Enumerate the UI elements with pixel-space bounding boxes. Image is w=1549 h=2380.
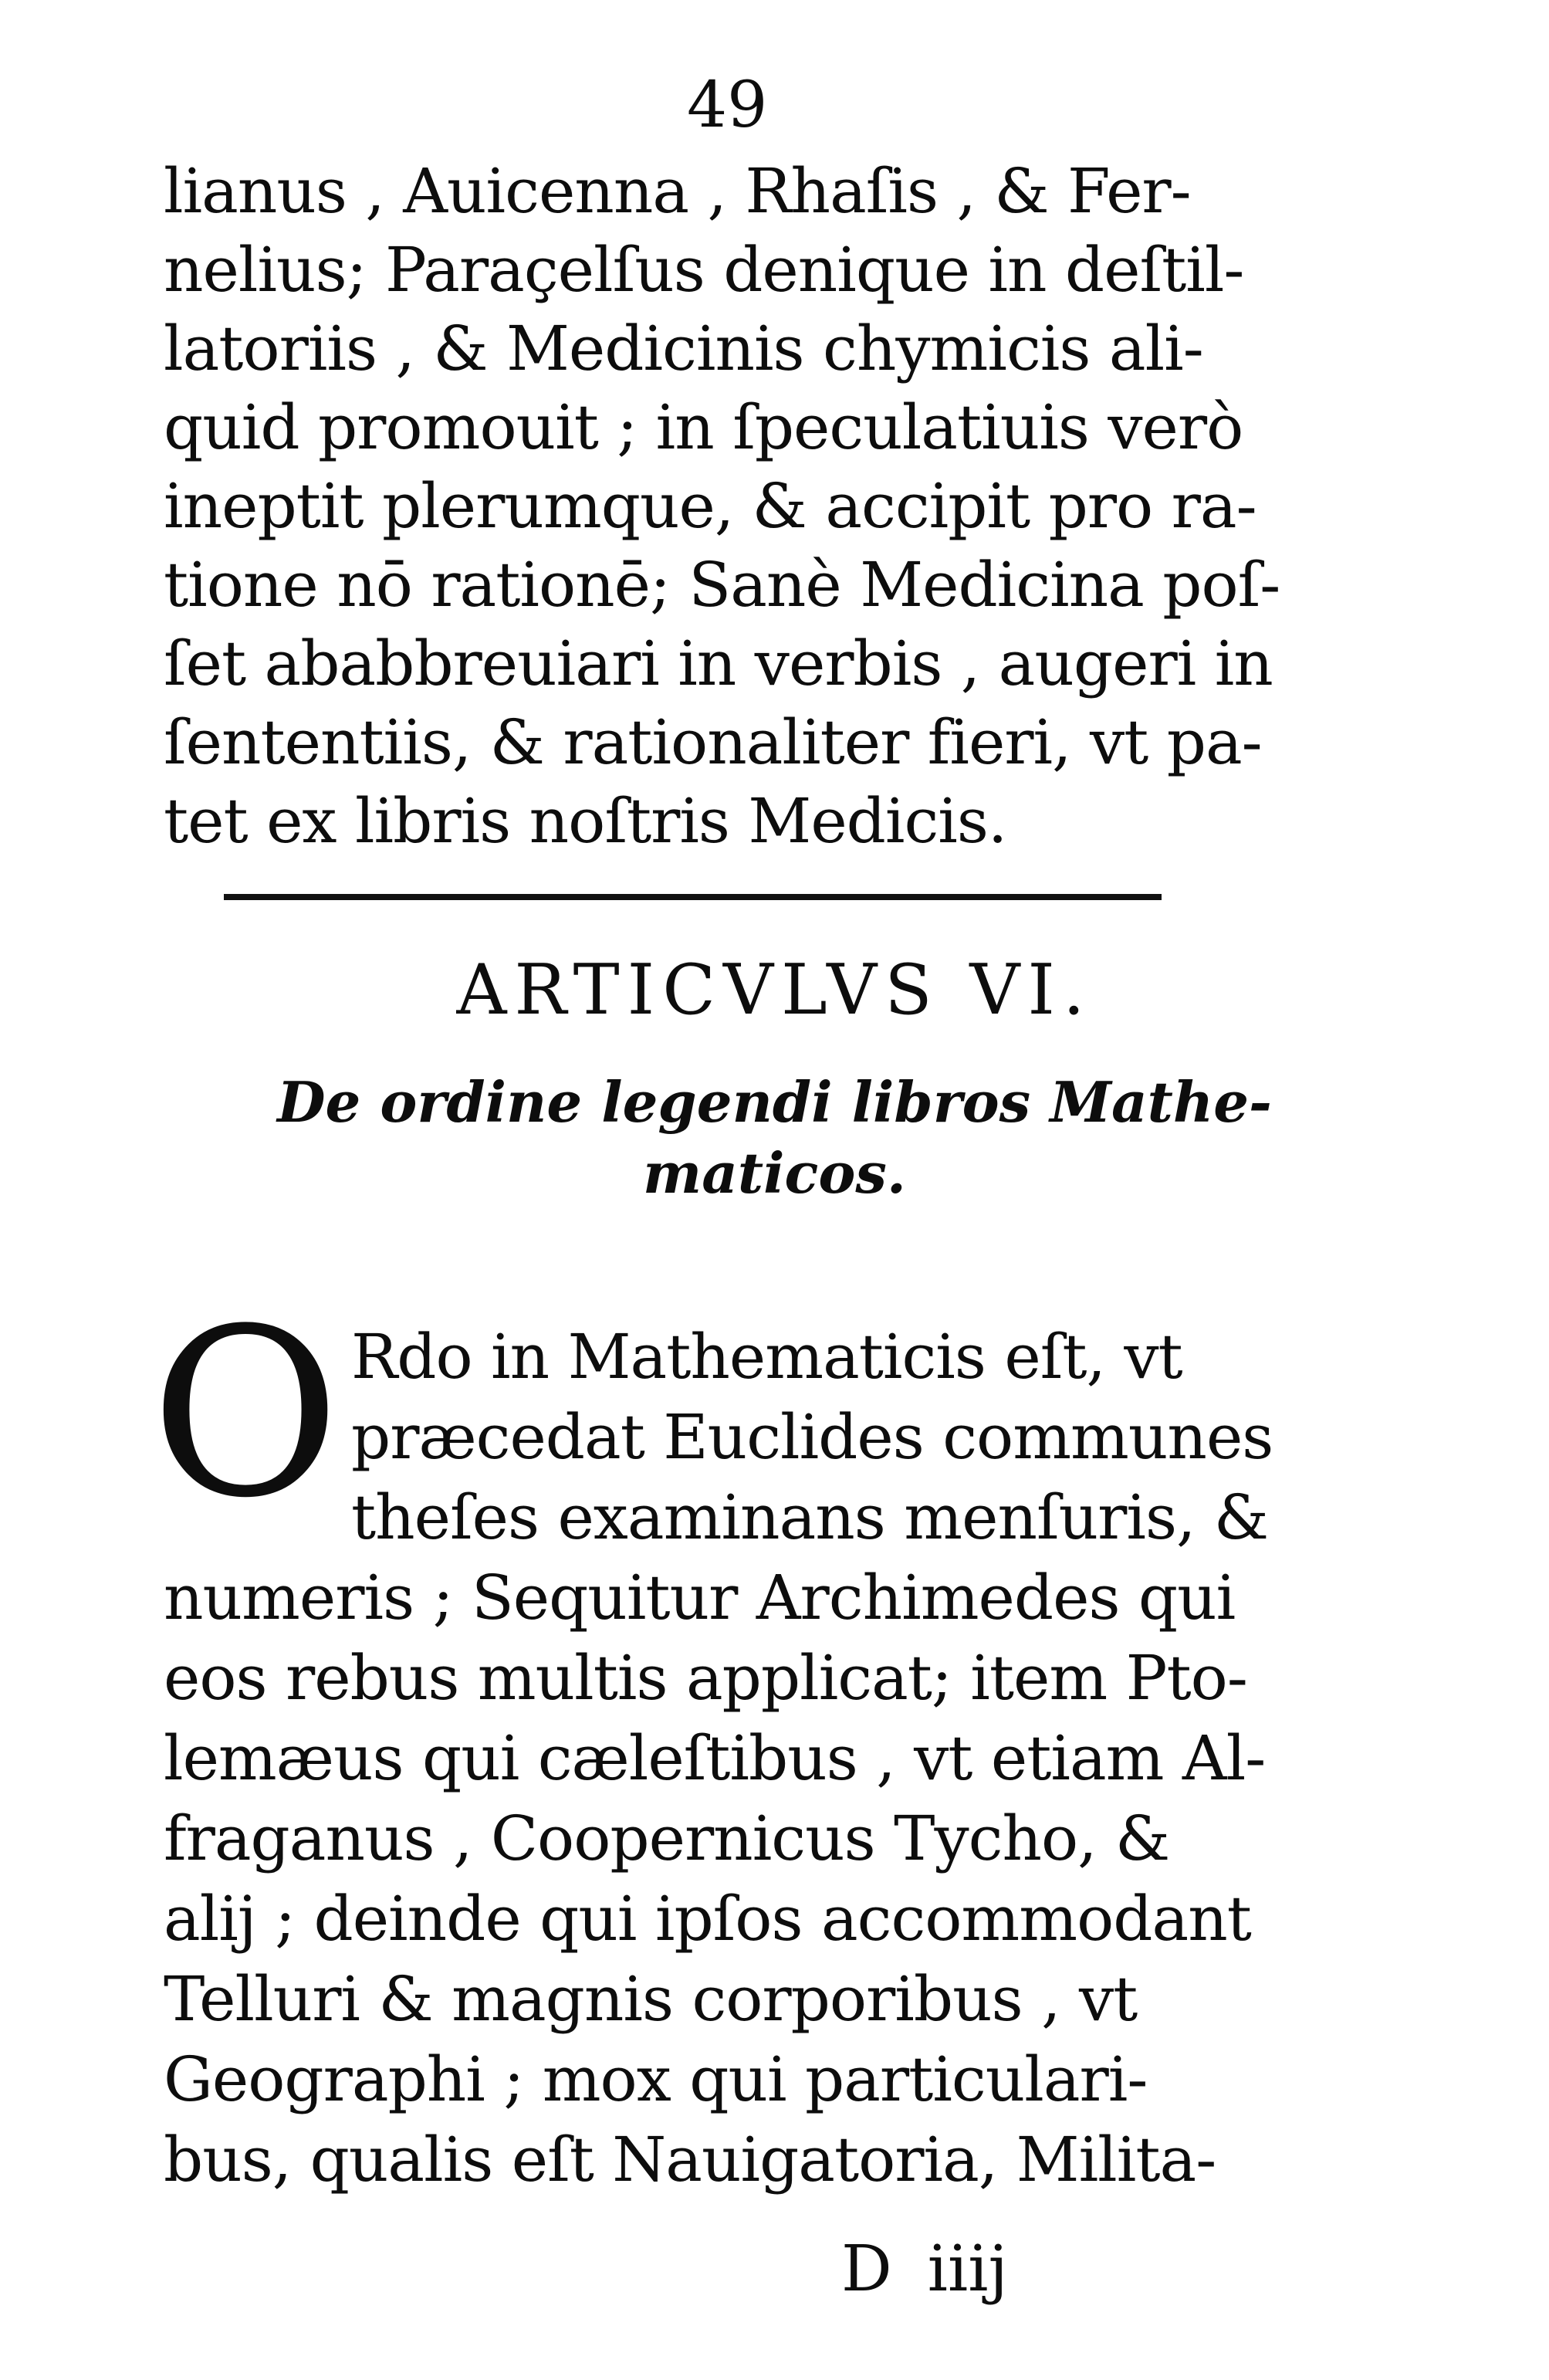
- text-line: Geographi ; mox qui particulari-: [164, 2043, 1148, 2115]
- text-line: quid promouit ; in ſpeculatiuis verò: [164, 391, 1243, 463]
- text-line: Telluri & magnis corporibus , vt: [164, 1963, 1138, 2035]
- text-line: nelius; Paraçelſus denique in deſtil-: [164, 234, 1244, 306]
- text-line: tet ex libris noſtris Medicis.: [164, 785, 1007, 857]
- text-line: alij ; deinde qui ipſos accommodant: [164, 1883, 1251, 1955]
- text-line: eos rebus multis applicat; item Pto-: [164, 1642, 1247, 1714]
- article-heading: ARTICVLVS VI.: [456, 950, 1093, 1031]
- page-number: 49: [687, 69, 768, 142]
- drop-cap: O: [151, 1279, 340, 1549]
- text-line: lianus , Auicenna , Rhaſis , & Fer-: [164, 155, 1191, 227]
- text-line: tione nō rationē; Sanè Medicina poſ-: [164, 549, 1280, 621]
- text-line: bus, qualis eſt Nauigatoria, Milita-: [164, 2124, 1216, 2195]
- article-subtitle-line: maticos.: [643, 1140, 906, 1206]
- text-line: ineptit plerumque, & accipit pro ra-: [164, 470, 1256, 542]
- text-line: Rdo in Mathematicis eſt, vt: [351, 1321, 1182, 1393]
- section-divider: [224, 894, 1162, 900]
- text-line: lemæus qui cæleſtibus , vt etiam Al-: [164, 1722, 1266, 1794]
- text-line: ſententiis, & rationaliter fieri, vt pa-: [164, 706, 1262, 778]
- signature-mark: D iiij: [841, 2233, 1008, 2306]
- article-subtitle-line: De ordine legendi libros Mathe-: [277, 1069, 1272, 1135]
- text-line: theſes examinans menſuris, &: [351, 1481, 1269, 1553]
- text-line: præcedat Euclides communes: [351, 1401, 1273, 1473]
- text-line: latoriis , & Medicinis chymicis ali-: [164, 313, 1203, 384]
- text-line: numeris ; Sequitur Archimedes qui: [164, 1562, 1236, 1633]
- text-line: fraganus , Coopernicus Tycho, &: [164, 1803, 1170, 1874]
- text-line: ſet ababbreuiari in verbis , augeri in: [164, 628, 1273, 699]
